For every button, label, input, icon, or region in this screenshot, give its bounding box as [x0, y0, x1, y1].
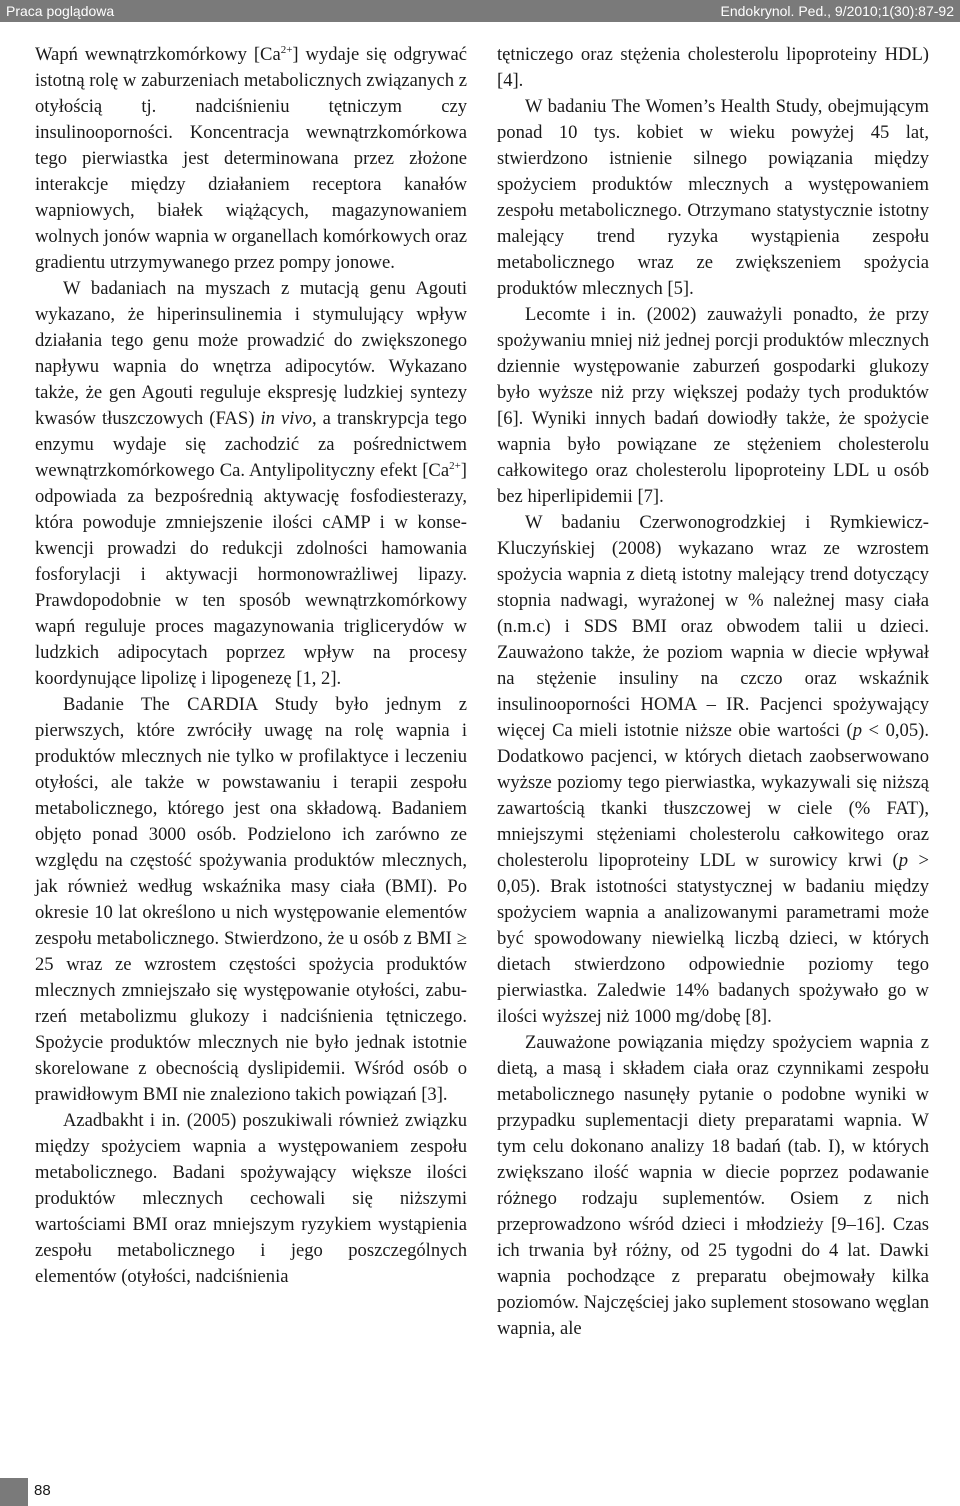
- paragraph: W badaniach na myszach z mutacją genu Agouti wykazano, że hiperinsulinemia i stymulujący wpływ działania tego genu może prowadzić do zwiększonego napływu wapnia do wnętrza adipocytów. Wykazano także, że gen Agouti reguluje ekspresję ludzkiej syntezy kwasów tłuszczowych (FAS) in vivo, a transkrypcja tego enzymu wydaje się zachodzić za pośrednictwem wewnątrzkomórkowego Ca. Antylipolityczny efekt $[Ca^{2+}]$ odpowiada za bezpośrednią aktywację fosfodiesterazy, która powoduje zmniejszenie ilości cAMP i w konsekwencji prowadzi do redukcji zdolności hamowania fosforylacji i aktywacji hormonowrażliwej lipazy. Prawdopodobnie w ten sposób wewnątrzkomórkowy wapń reguluje proces magazynowania triglicerydów w ludzkich adipocytach poprzez wpływ na procesy koordynujące lipolizę i lipogenezę [1, 2].: [35, 278, 467, 689]
- paragraph: Wapń wewnątrzkomórkowy $[Ca^{2+}]$ wydaje się odgrywać istotną rolę w zaburzeniach metabolicznych związanych z otyłością tj. nadciśnieniu tętniczym czy insulinooporności. Koncentracja wewnątrzkomórkowa tego pierwiastka jest determinowana przez złożone interakcje między działaniem receptora kanałów wapniowych, białek wiążących, magazynowaniem wolnych jonów wapnia w organellach komórkowych oraz gradientu utrzymywanego przez pompy jonowe.: [35, 44, 467, 273]
- footer-bar: [0, 1478, 28, 1506]
- left-text-column: [35, 42, 467, 1290]
- header-section-label: Praca poglądowa: [6, 3, 115, 19]
- right-text-column: [497, 42, 929, 1342]
- running-header: [0, 0, 960, 22]
- paragraph: W badaniu Czerwonogrodzkiej i Rymkiewicz-Kluczyńskiej (2008) wykazano wraz ze wzrostem spożycia wapnia z dietą istotny malejący trend dotyczący stopnia nadwagi, wyrażonej w % należnej masy ciała (n.m.c) i SDS BMI oraz obwodem talii u dzieci. Zauważono także, że poziom wapnia w diecie wpływał na stężenie insuliny na czczo oraz wskaźnik insulinooporności HOMA – IR. Pacjenci spożywający więcej Ca mieli istotnie niższe obie wartości (p < 0,05). Dodatkowo pacjenci, w których dietach zaobserwowano wyższe poziomy tego pierwiastka, wykazywali się niższą zawartością tkanki tłuszczowej w ciele (% FAT), mniejszymi stężeniami cholesterolu całkowitego oraz cholesterolu lipoproteiny LDL w surowicy krwi (p > 0,05). Brak istotności statystycznej w badaniu między spożyciem wapnia a analizowanymi parametrami może być spowodowany niewielką liczbą dzieci, w których dietach stwierdzono odpowiednie poziomy tego pierwiastka. Zaledwie 14% badanych spożywało go w ilości wyższej niż 1000 mg/dobę [8].: [497, 512, 929, 1027]
- paragraph: Lecomte i in. (2002) zauważyli ponadto, że przy spożywaniu mniej niż jednej porcji produktów mlecznych dziennie występowanie zaburzeń gospodarki glukozy było wyższe niż przy większej podaży tych produktów [6]. Wyniki innych badań dowiodły także, że spożycie wapnia było powiązane ze stężeniem cholesterolu całkowitego oraz cholesterolu lipoproteiny LDL u osób bez hiperlipidemii [7].: [497, 304, 929, 507]
- page-number: 88: [34, 1482, 51, 1499]
- paragraph: Azadbakht i in. (2005) poszukiwali również związku między spożyciem wapnia a występowaniem zespołu metabolicznego. Badani spożywający większe ilości produktów mlecznych cechowali się niższymi wartościami BMI oraz mniejszym ryzykiem wystąpienia zespołu metabolicznego i jego poszczególnych elementów (otyłości, nadciśnienia: [35, 1110, 467, 1287]
- paragraph: Zauważone powiązania między spożyciem wapnia z dietą, a masą i składem ciała oraz czynnikami zespołu metabolicznego nasunęły pytanie o podobne wyniki w przypadku suplementacji diety preparatami wapnia. W tym celu dokonano analizy 18 badań (tab. I), w których zwiększano ilość wapnia w diecie poprzez podawanie różnego rodzaju suplementów. Osiem z nich przeprowadzono wśród dzieci i młodzieży [9–16]. Czas ich trwania był różny, od 25 tygodni do 4 lat. Dawki wapnia pochodzące z preparatu obejmowały kilka poziomów. Najczęściej jako suplement stosowano węglan wapnia, ale: [497, 1032, 929, 1339]
- paragraph: W badaniu The Women’s Health Study, obejmującym ponad 10 tys. kobiet w wieku powyżej 45 lat, stwierdzono istnienie silnego powiązania między spożyciem produktów mlecznych a występowaniem zespołu metabolicznego. Otrzymano statystycznie istotny malejący trend ryzyka wystąpienia zespołu metabolicznego wraz ze zwiększeniem spożycia produktów mlecznych [5].: [497, 96, 929, 299]
- header-journal-citation: Endokrynol. Ped., 9/2010;1(30):87-92: [720, 3, 954, 19]
- paragraph: Badanie The CARDIA Study było jednym z pierwszych, które zwróciły uwagę na rolę wapnia i produktów mlecznych nie tylko w profilaktyce i leczeniu otyłości, ale także w powstawaniu i terapii zespołu metabolicznego, którego jest ona składową. Badaniem objęto ponad 3000 osób. Podzielono ich zarówno ze względu na częstość spożywania produktów mlecznych, jak również według wskaźnika masy ciała (BMI). Po okresie 10 lat określono u nich występowanie elementów zespołu metabolicznego. Stwierdzono, że u osób z BMI ≥ 25 wraz ze wzrostem częstości spożycia produktów mlecznych zmniejszało się występowanie otyłości, zaburzeń metabolizmu glukozy i nadciśnienia tętniczego. Spożycie produktów mlecznych nie było jednak istotnie skorelowane z obecnością dyslipidemii. Wśród osób o prawidłowym BMI nie znaleziono takich powiązań [3].: [35, 694, 467, 1105]
- paragraph: tętniczego oraz stężenia cholesterolu lipoproteiny HDL) [4].: [497, 44, 929, 91]
